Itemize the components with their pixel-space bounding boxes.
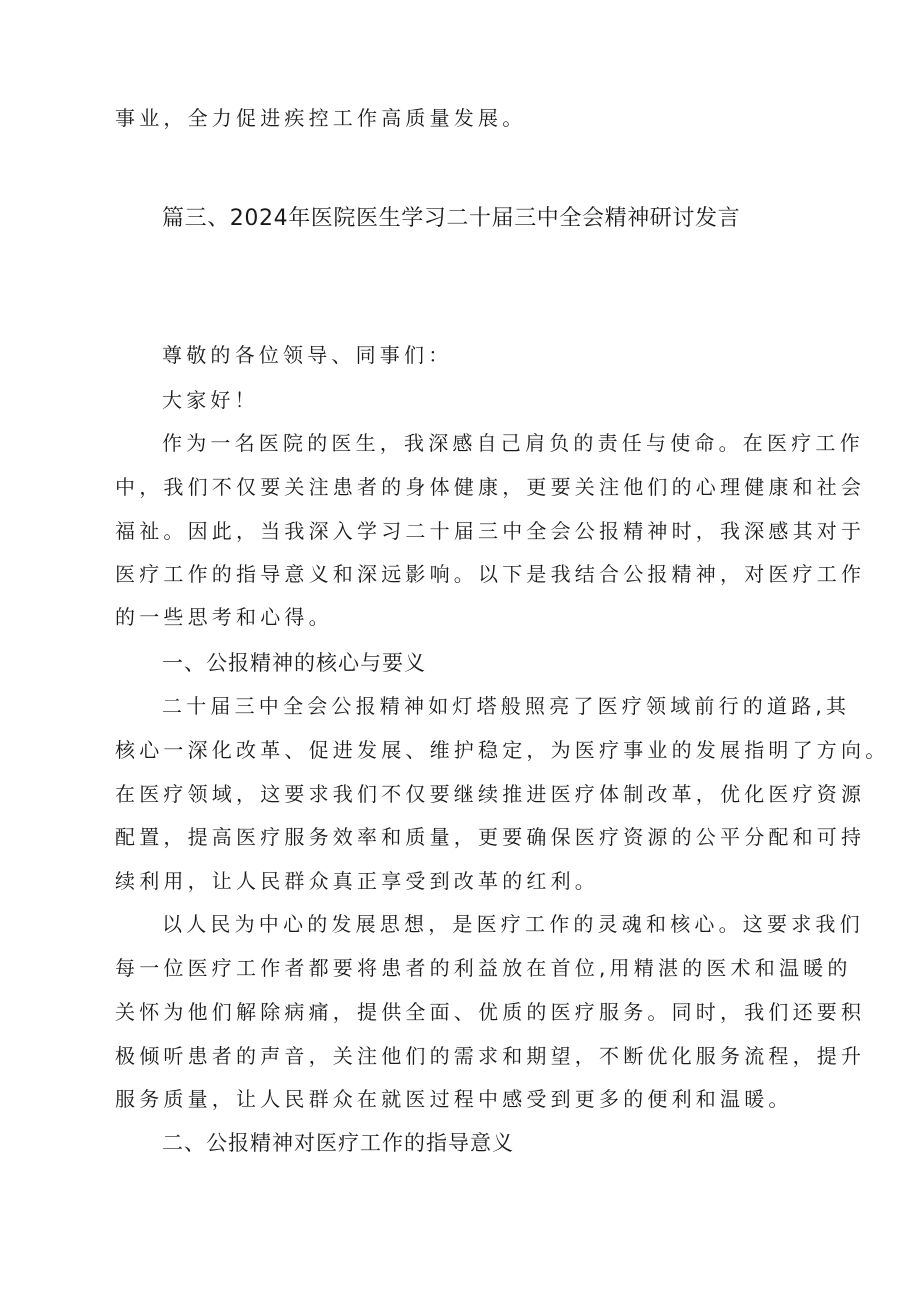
- salutation: 尊敬的各位领导、同事们：: [162, 343, 453, 367]
- paragraph-line: 二十届三中全会公报精神如灯塔般照亮了医疗领域前行的道路,其: [162, 694, 851, 718]
- paragraph-line: 在医疗领域，这要求我们不仅要继续推进医疗体制改革，优化医疗资源: [115, 782, 866, 806]
- continuation-text: 事业，全力促进疾控工作高质量发展。: [115, 106, 527, 130]
- paragraph-line: 医疗工作的指导意义和深远影响。以下是我结合公报精神，对医疗工作: [115, 562, 866, 586]
- paragraph-line: 的一些思考和心得。: [115, 605, 333, 629]
- paragraph-line: 以人民为中心的发展思想，是医疗工作的灵魂和核心。这要求我们: [162, 912, 864, 936]
- paragraph-line: 极倾听患者的声音，关注他们的需求和期望，不断优化服务流程，提升: [115, 1044, 866, 1068]
- paragraph-line: 福祉。因此，当我深入学习二十届三中全会公报精神时，我深感其对于: [115, 519, 866, 543]
- document-title: 篇三、2024年医院医生学习二十届三中全会精神研讨发言: [162, 206, 741, 231]
- paragraph-line: 作为一名医院的医生，我深感自己肩负的责任与使命。在医疗工作: [162, 431, 864, 455]
- paragraph-line: 续利用，让人民群众真正享受到改革的红利。: [115, 869, 599, 893]
- paragraph-line: 中，我们不仅要关注患者的身体健康，更要关注他们的心理健康和社会: [115, 475, 866, 499]
- section-heading: 二、公报精神对医疗工作的指导意义: [162, 1131, 514, 1155]
- paragraph-line: 配置，提高医疗服务效率和质量，更要确保医疗资源的公平分配和可持: [115, 825, 866, 849]
- paragraph-line: 每一位医疗工作者都要将患者的利益放在首位,用精湛的医术和温暖的: [115, 956, 852, 980]
- paragraph-line: 核心一深化改革、促进发展、维护稳定，为医疗事业的发展指明了方向。: [115, 738, 890, 762]
- paragraph-line: 服务质量，让人民群众在就医过程中感受到更多的便利和温暖。: [115, 1087, 793, 1111]
- section-heading: 一、公报精神的核心与要义: [162, 651, 426, 675]
- paragraph-line: 关怀为他们解除病痛，提供全面、优质的医疗服务。同时，我们还要积: [115, 1000, 866, 1024]
- greeting: 大家好！: [162, 388, 259, 412]
